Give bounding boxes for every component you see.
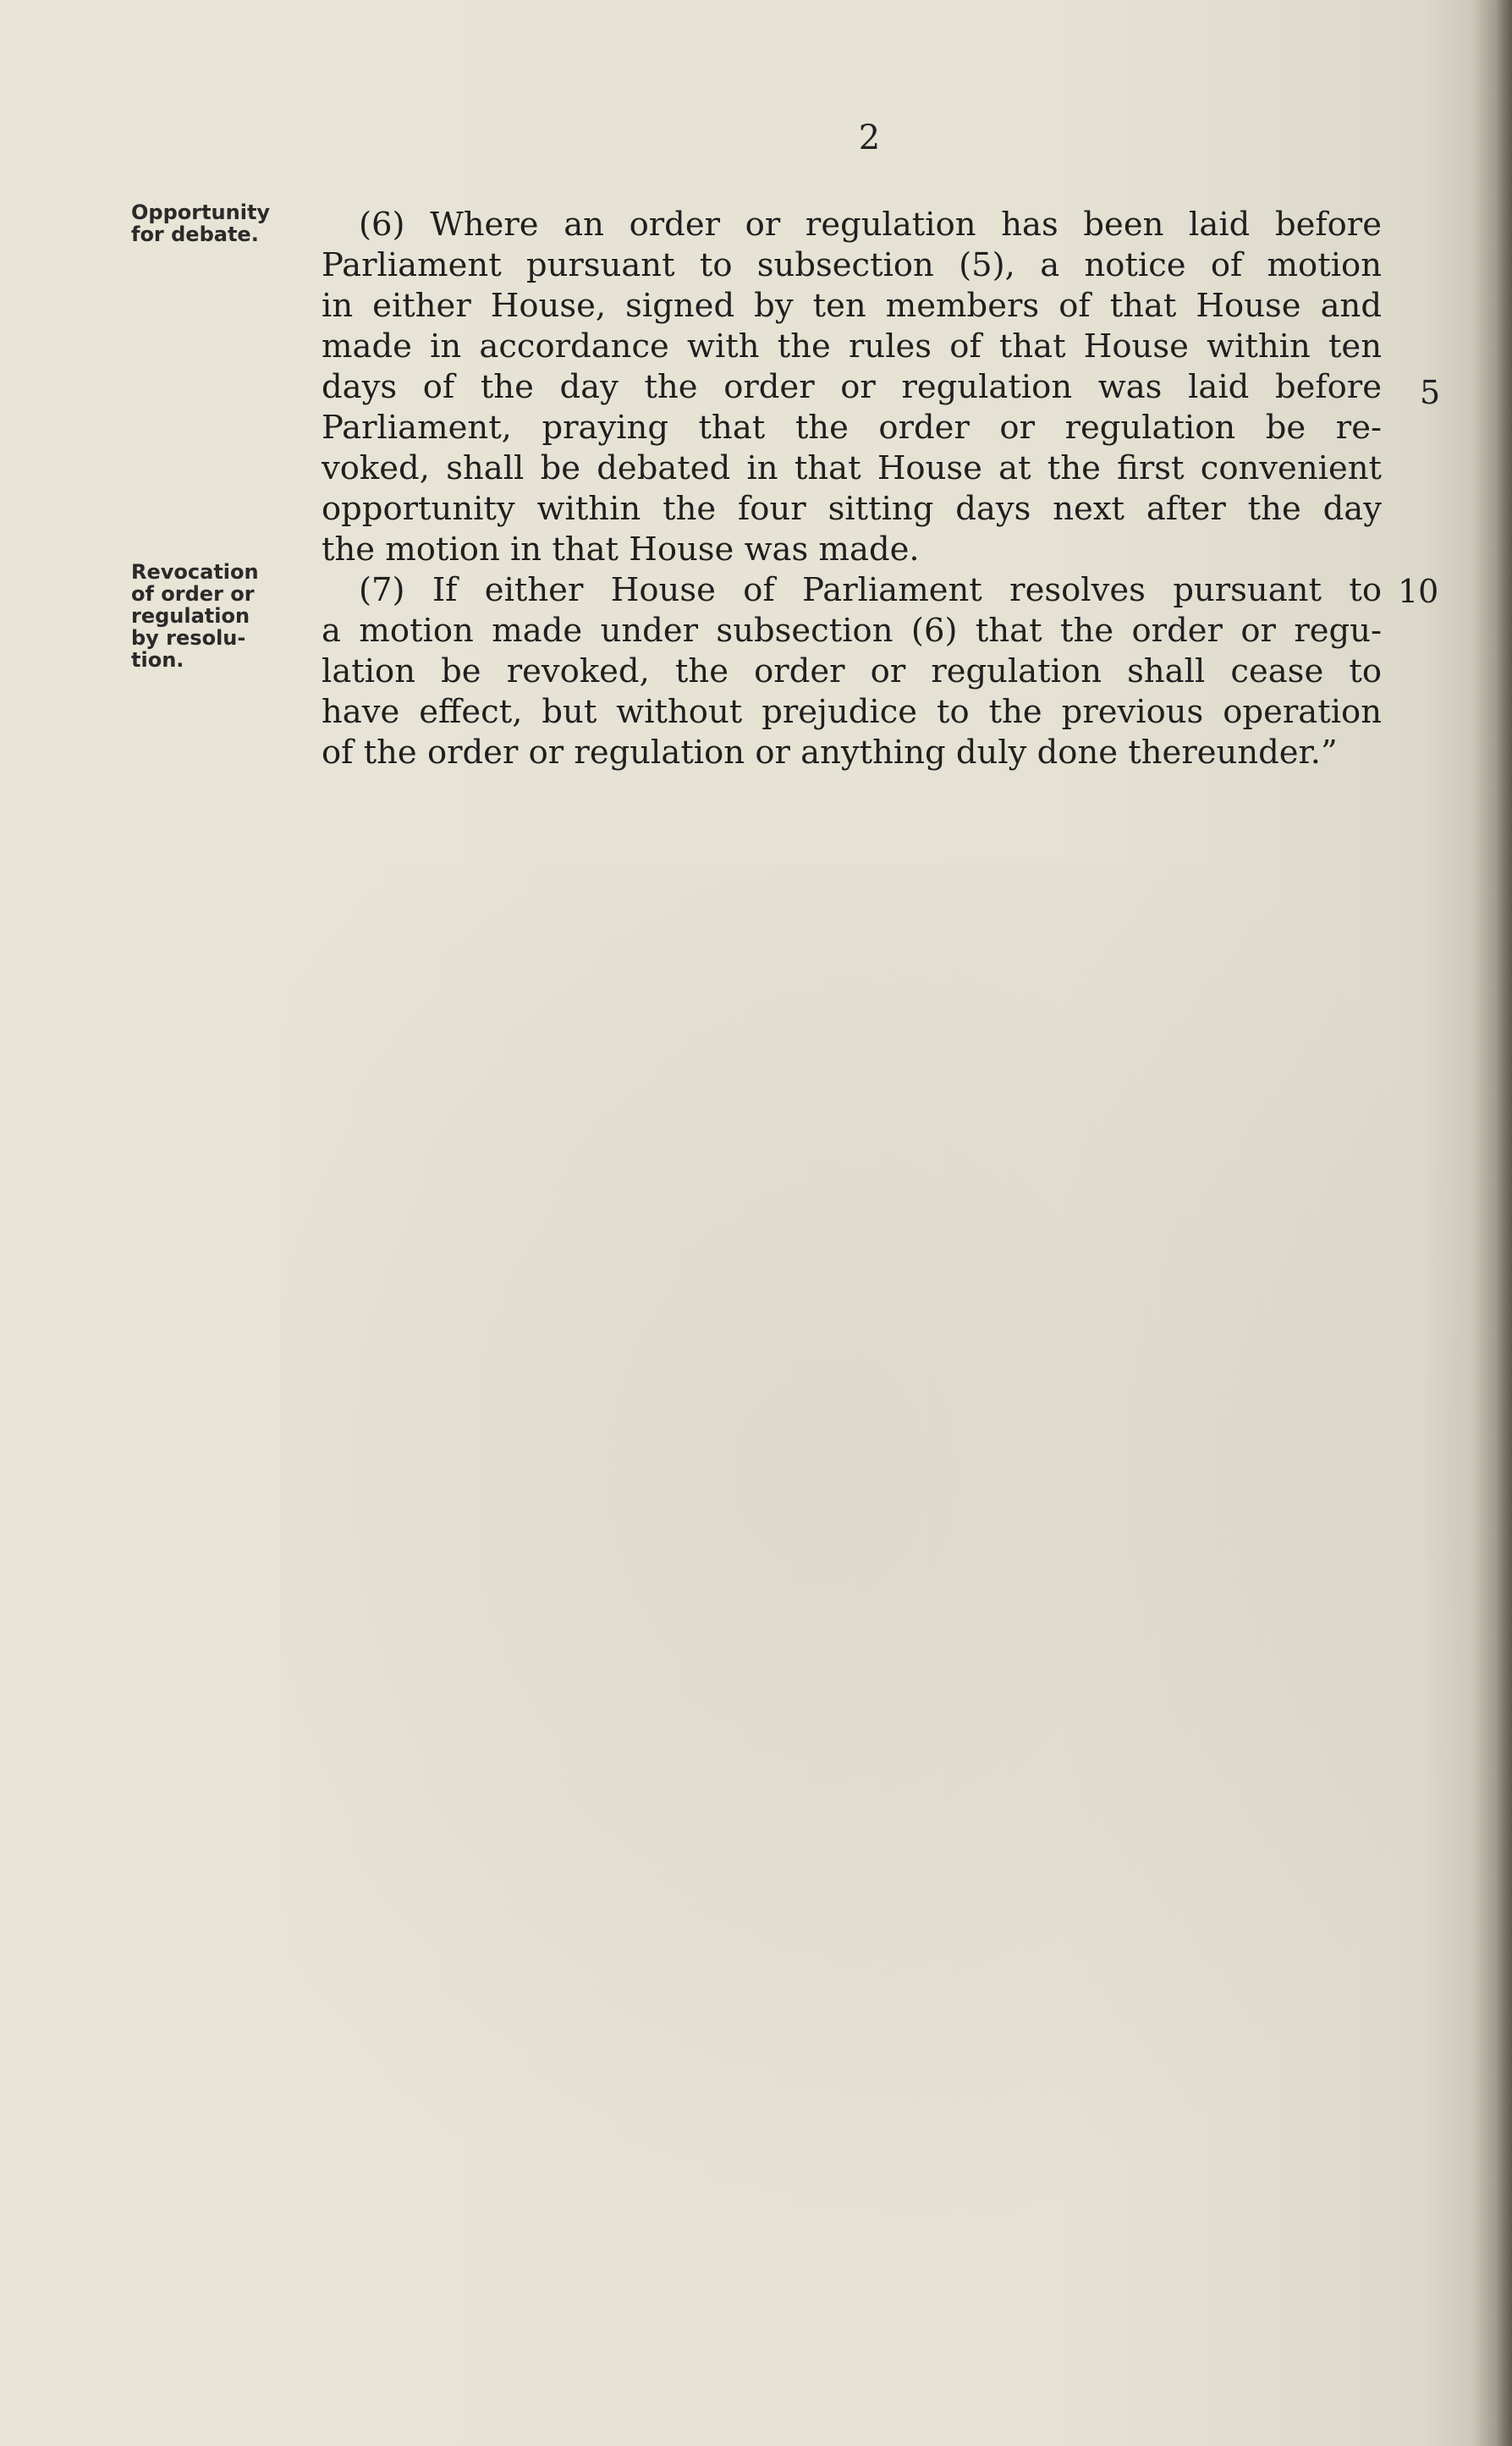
paragraph-line: days of the day the order or regulation was laid before [322,368,1382,406]
paragraph-line: opportunity within the four sitting days next after the day [322,490,1382,528]
margin-note-opportunity-for-debate: Opportunity for debate. [131,201,271,246]
paragraph-line: (6) Where an order or regulation has been laid before [359,206,1382,244]
paragraph-line: Parliament pursuant to subsection (5), a notice of motion [322,246,1382,284]
paragraph-line: have effect, but without prejudice to the previous operation [322,693,1382,731]
margin-note-revocation: Revocation of order or regulation by resolu- tion. [131,560,259,672]
paragraph-6 [322,205,1382,570]
paragraph-line: the motion in that House was made. [322,530,920,569]
paragraph-line: (7) If either House of Parliament resolves pursuant to [359,571,1382,609]
paragraph-line: lation be revoked, the order or regulation shall cease to [322,652,1382,690]
paragraph-line: a motion made under subsection (6) that the order or regu- [322,612,1382,650]
page-number: 2 [858,118,881,157]
page-binding-edge [1474,0,1512,2446]
paragraph-line: made in accordance with the rules of that House within ten [322,327,1382,366]
line-number-10: 10 [1398,573,1439,610]
line-number-5: 5 [1420,374,1441,411]
paragraph-line: in either House, signed by ten members of that House and [322,287,1382,325]
paragraph-line: voked, shall be debated in that House at the first convenient [322,449,1382,487]
paragraph-line: Parliament, praying that the order or regulation be re- [322,409,1382,447]
paragraph-line: of the order or regulation or anything duly done thereunder.” [322,734,1338,772]
paragraph-7 [322,570,1382,773]
bleed-through-shadow [279,863,1464,2217]
